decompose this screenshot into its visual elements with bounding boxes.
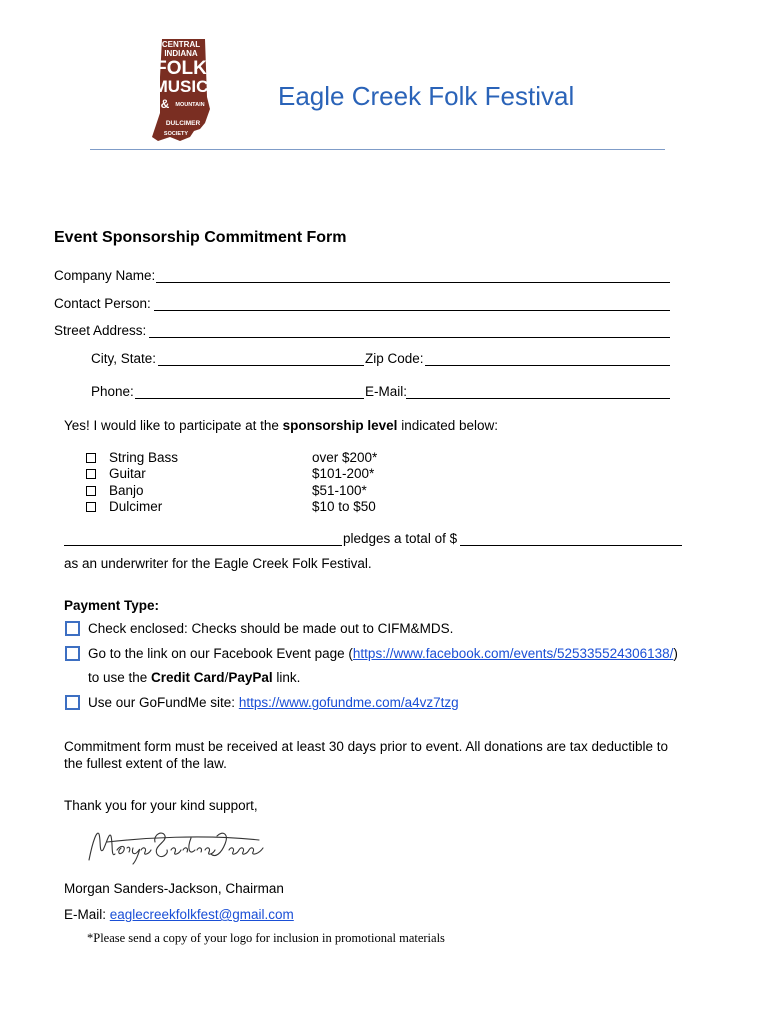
signer-name: Morgan Sanders-Jackson, Chairman [64,881,284,896]
level-amount: $10 to $50 [312,499,376,514]
logo-line: FOLK [155,58,207,79]
company-name-field[interactable] [156,282,670,283]
logo-line: MOUNTAIN [175,102,205,108]
city-state-label: City, State: [91,351,157,366]
festival-title: Eagle Creek Folk Festival [278,81,575,111]
gofundme-link[interactable]: https://www.gofundme.com/a4vz7tzg [238,695,459,710]
level-amount: $101-200* [312,466,375,481]
underwriter-text: as an underwriter for the Eagle Creek Folk Festival. [64,556,372,571]
email-label: E-Mail: [365,384,408,399]
level-name: Dulcimer [109,499,163,514]
level-amount: over $200* [312,450,378,465]
commitment-text-line1: Commitment form must be received at least 30 days prior to event. All donations are tax deductible to [64,739,669,754]
street-address-field[interactable] [149,337,670,338]
cifmmds-logo [150,37,212,145]
commitment-text-line2: the fullest extent of the law. [64,756,227,771]
logo-line: & [160,97,170,111]
string-bass-checkbox[interactable] [86,453,96,463]
logo-line: MUSIC [153,77,209,96]
logo-line: SOCIETY [163,131,189,137]
company-name-label: Company Name: [54,268,156,283]
facebook-checkbox[interactable] [65,646,80,661]
banjo-checkbox[interactable] [86,486,96,496]
logo-line: DULCIMER [165,120,201,127]
sponsorship-intro: Yes! I would like to participate at the sponsorship level indicated below: [64,418,499,433]
pledge-text: pledges a total of $ [343,531,458,546]
phone-field[interactable] [135,398,364,399]
email-field[interactable] [406,398,670,399]
logo-line: CENTRAL [161,40,201,49]
level-name: Banjo [109,483,144,498]
zip-code-field[interactable] [425,365,670,366]
zip-code-label: Zip Code: [365,351,424,366]
contact-email-link[interactable]: eaglecreekfolkfest@gmail.com [109,907,294,922]
level-name: Guitar [109,466,146,481]
logo-line: INDIANA [164,49,198,58]
street-address-label: Street Address: [54,323,147,338]
pledge-amount-field[interactable] [460,545,682,546]
facebook-text: Go to the link on our Facebook Event page (https://www.facebook.com/events/525335524306138/) [88,646,678,661]
logo-note: *Please send a copy of your logo for inclusion in promotional materials [87,931,445,945]
payment-type-title: Payment Type: [64,598,160,613]
guitar-checkbox[interactable] [86,469,96,479]
facebook-event-link[interactable]: https://www.facebook.com/events/525335524306138/ [352,646,674,661]
facebook-text-line2: to use the Credit Card/PayPal link. [88,670,301,685]
contact-email-line: E-Mail: eaglecreekfolkfest@gmail.com [64,907,294,922]
phone-label: Phone: [91,384,134,399]
sponsorship-level-bold: sponsorship level [282,418,398,433]
form-title: Event Sponsorship Commitment Form [54,229,347,246]
signature [83,820,273,872]
check-enclosed-text: Check enclosed: Checks should be made out to CIFM&MDS. [88,621,454,636]
check-enclosed-checkbox[interactable] [65,621,80,636]
city-state-field[interactable] [158,365,364,366]
header-divider [90,149,665,150]
sponsor-name-field[interactable] [64,545,342,546]
gofundme-text: Use our GoFundMe site: https://www.gofundme.com/a4vz7tzg [88,695,459,710]
contact-person-field[interactable] [154,310,670,311]
thank-you-text: Thank you for your kind support, [64,798,258,813]
level-amount: $51-100* [312,483,367,498]
dulcimer-checkbox[interactable] [86,502,96,512]
gofundme-checkbox[interactable] [65,695,80,710]
contact-person-label: Contact Person: [54,296,151,311]
level-name: String Bass [109,450,179,465]
